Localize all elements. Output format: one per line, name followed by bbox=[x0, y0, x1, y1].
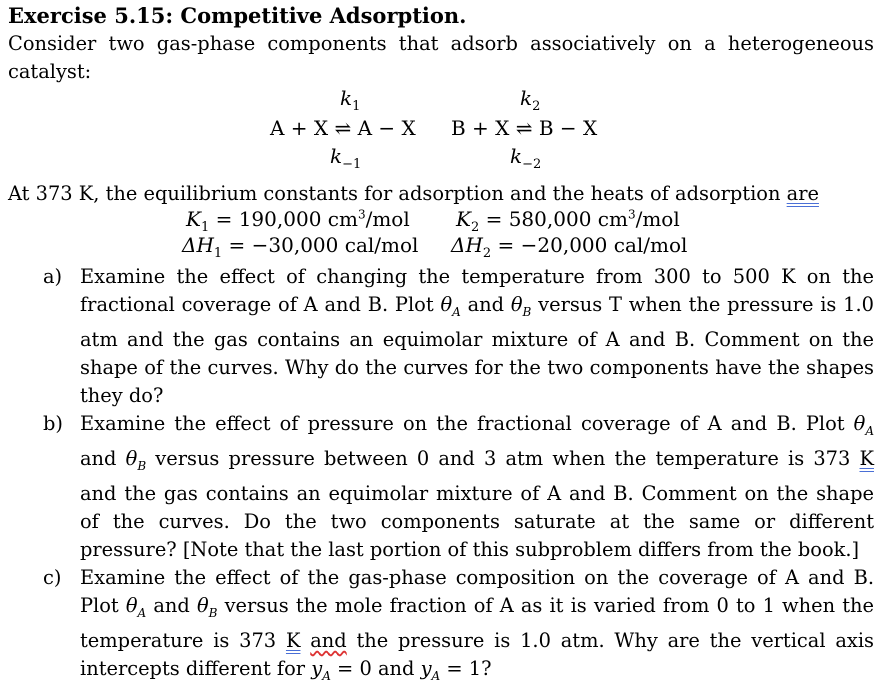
document-page bbox=[8, 2, 874, 690]
exercise-title: Exercise 5.15: Competitive Adsorption. bbox=[8, 3, 467, 28]
reaction-2: B + X ⇌ B − X bbox=[451, 115, 598, 140]
heat-dH2: $\Delta H_2 = -20,000$ cal/mol bbox=[451, 233, 688, 262]
rate-constant-k-minus-2: $k_{-2}$ bbox=[510, 143, 542, 172]
intro-paragraph: Consider two gas-phase components that adsorb associatively on a heterogeneous catalyst: bbox=[8, 32, 874, 83]
reaction-1: A + X ⇌ A − X bbox=[270, 115, 416, 140]
question-list bbox=[8, 263, 874, 689]
part-marker: c) bbox=[43, 566, 62, 590]
question-part-a: a) Examine the effect of changing the temperature from 300 to 500 K on the fractional coverage of A and B. Plot $\theta_A$ and $\theta_B$ versus T when the pressure is 1.0 atm and the gas contains an equimolar mixture of A and B. Comment on the shape of the curves. Why do the curves for the two components have the shapes they do? bbox=[43, 265, 874, 408]
rate-constant-k-minus-1: $k_{-1}$ bbox=[330, 143, 362, 172]
reaction-equations bbox=[8, 86, 874, 178]
rate-constant-k2: $k_2$ bbox=[520, 85, 541, 114]
rate-constant-k1: $k_1$ bbox=[340, 85, 361, 114]
part-marker: b) bbox=[43, 412, 63, 436]
question-part-c: c) Examine the effect of the gas-phase composition on the coverage of A and B. Plot $\theta_A$ and $\theta_B$ versus the mole fraction of A as it is varied from 0 to 1 when the temperature is 373 K and the pressure is 1.0 atm. Why are the vertical axis intercepts different for $y_A = 0$ and $y_A = 1$? bbox=[43, 566, 874, 683]
constants-table bbox=[8, 207, 874, 263]
constant-K1: $K_1 = 190,000$ $cm^3$/mol bbox=[186, 207, 410, 236]
question-part-b: b) Examine the effect of pressure on the fractional coverage of A and B. Plot $\theta_A$ and $\theta_B$ versus pressure between 0 and 3 atm when the temperature is 373 K and the gas contains an equimolar mixture of A and B. Comment on the shape of the curves. Do the two components saturate at the same or different pressure? [Note that the last portion of this subproblem differs from the book.] bbox=[43, 412, 874, 562]
part-marker: a) bbox=[43, 265, 63, 289]
constants-intro: At 373 K, the equilibrium constants for adsorption and the heats of adsorption are bbox=[8, 181, 819, 205]
constant-K2: $K_2 = 580,000$ $cm^3$/mol bbox=[456, 207, 680, 236]
heat-dH1: $\Delta H_1 = -30,000$ cal/mol bbox=[182, 233, 419, 262]
